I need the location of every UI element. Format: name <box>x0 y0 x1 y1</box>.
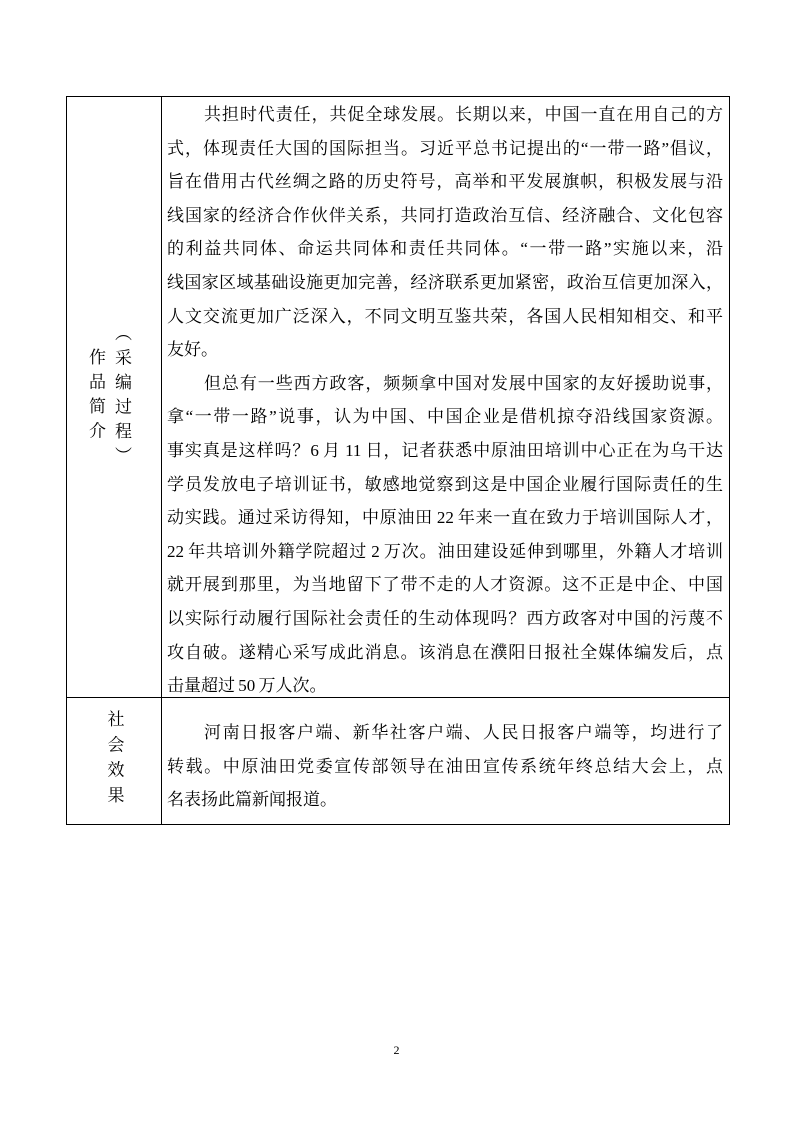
effect-content <box>167 716 723 817</box>
intro-content <box>167 98 723 703</box>
intro-label: 作品简介 <box>86 348 105 446</box>
text-line: 攻自破。遂精心采写成此消息。该消息在濮阳日报社全媒体编发后，点 <box>167 642 723 662</box>
text-line: 线国家的经济合作伙伴关系，共同打造政治互信、经济融合、文化包容 <box>167 205 723 225</box>
text-line: 击量超过 50 万人次。 <box>167 676 327 696</box>
effect-label: 社会效果 <box>104 710 124 812</box>
text-line: 但总有一些西方政客，频频拿中国对发展中国家的友好援助说事， <box>204 373 723 393</box>
intro-label-cell <box>67 97 161 697</box>
intro-label-note: （采编过程） <box>112 323 131 471</box>
text-line: 式，体现责任大国的国际担当。习近平总书记提出的“一带一路”倡议， <box>167 138 723 158</box>
text-line: 22 年共培训外籍学院超过 2 万次。油田建设延伸到哪里，外籍人才培训 <box>167 541 723 561</box>
text-line: 转载。中原油田党委宣传部领导在油田宣传系统年终总结大会上，点 <box>167 756 723 776</box>
table-column-divider <box>161 96 162 825</box>
text-line: 线国家区域基础设施更加完善，经济联系更加紧密，政治互信更加深入， <box>167 272 723 292</box>
text-line: 的利益共同体、命运共同体和责任共同体。“一带一路”实施以来，沿 <box>167 239 723 259</box>
paragraph <box>167 716 723 817</box>
text-line: 学员发放电子培训证书，敏感地觉察到这是中国企业履行国际责任的生 <box>167 474 723 494</box>
paragraph <box>167 98 723 367</box>
text-line: 拿“一带一路”说事，认为中国、中国企业是借机掠夺沿线国家资源。 <box>167 407 723 427</box>
text-line: 友好。 <box>167 340 218 360</box>
text-line: 人文交流更加广泛深入，不同文明互鉴共荣，各国人民相知相交、和平 <box>167 306 723 326</box>
text-line: 以实际行动履行国际社会责任的生动体现吗？西方政客对中国的污蔑不 <box>167 608 723 628</box>
text-line: 共担时代责任，共促全球发展。长期以来，中国一直在用自己的方 <box>204 105 723 124</box>
text-line: 动实践。通过采访得知，中原油田 22 年来一直在致力于培训国际人才， <box>167 508 723 528</box>
text-line: 名表扬此篇新闻报道。 <box>167 790 337 810</box>
text-line: 旨在借用古代丝绸之路的历史符号，高举和平发展旗帜，积极发展与沿 <box>167 172 723 192</box>
text-line: 河南日报客户端、新华社客户端、人民日报客户端等，均进行了 <box>204 723 723 742</box>
paragraph <box>167 367 723 703</box>
effect-label-cell <box>67 698 161 824</box>
page-number: 2 <box>393 1043 400 1057</box>
text-line: 事实真是这样吗？6 月 11 日，记者获悉中原油田培训中心正在为乌干达 <box>167 440 723 460</box>
text-line: 就开展到那里，为当地留下了带不走的人才资源。这不正是中企、中国 <box>167 575 723 595</box>
